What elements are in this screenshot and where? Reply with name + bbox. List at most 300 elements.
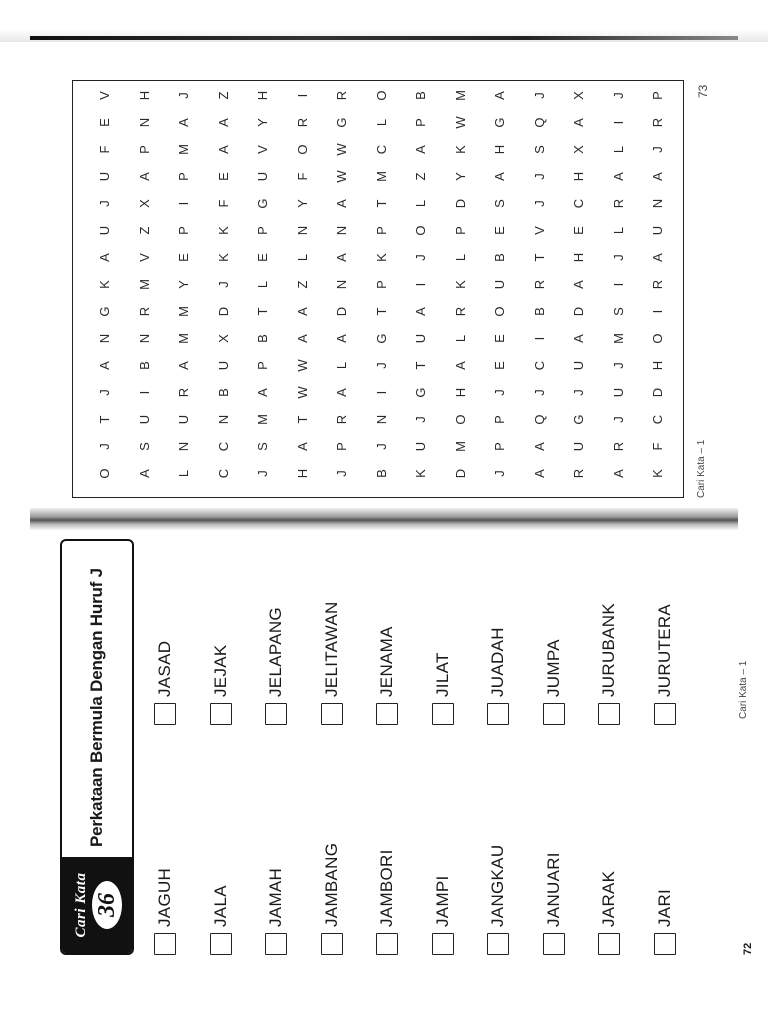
grid-letter: U	[215, 360, 231, 371]
grid-letter: M	[136, 279, 152, 290]
grid-letter: N	[373, 414, 389, 425]
grid-letter: A	[492, 172, 507, 181]
grid-letter: M	[373, 171, 389, 182]
word-label: JAMBORI	[377, 849, 396, 927]
grid-letter: K	[452, 280, 468, 289]
grid-letter: J	[97, 389, 112, 396]
word-checkbox[interactable]	[154, 703, 176, 725]
word-list-item	[539, 639, 569, 725]
grid-letter: M	[176, 144, 191, 155]
grid-letter: N	[136, 117, 152, 128]
letter-grid-page	[72, 78, 710, 498]
word-list-item	[261, 607, 291, 725]
grid-letter: A	[136, 172, 152, 181]
grid-letter: R	[136, 306, 152, 317]
word-list-item	[594, 871, 624, 955]
grid-letter: P	[452, 226, 468, 235]
grid-letter: T	[531, 253, 547, 262]
word-list-item	[261, 868, 291, 955]
word-list-item	[206, 644, 236, 725]
grid-letter: N	[334, 279, 349, 290]
grid-letter: A	[650, 253, 665, 262]
grid-letter: I	[176, 201, 191, 206]
grid-letter: E	[97, 118, 112, 127]
grid-letter: K	[215, 226, 231, 235]
grid-letter: U	[571, 360, 586, 371]
grid-letter: K	[215, 253, 231, 262]
grid-row	[439, 82, 483, 487]
grid-letter: R	[650, 279, 665, 290]
grid-letter: J	[373, 362, 389, 369]
grid-letter: B	[492, 253, 507, 262]
grid-letter: G	[255, 198, 270, 209]
grid-letter: M	[452, 90, 468, 101]
word-checkbox[interactable]	[487, 933, 509, 955]
grid-letter: U	[97, 171, 112, 182]
grid-letter: P	[176, 172, 191, 181]
grid-row	[162, 82, 206, 487]
word-list-item	[317, 843, 347, 955]
grid-letter: V	[136, 253, 152, 262]
grid-letter: L	[610, 226, 626, 235]
grid-letter: J	[97, 200, 112, 207]
grid-letter: B	[413, 91, 428, 100]
grid-letter: N	[136, 333, 152, 344]
grid-letter: B	[215, 388, 231, 397]
grid-letter: A	[334, 253, 349, 262]
grid-letter: T	[294, 415, 310, 424]
word-list-item	[150, 641, 180, 725]
word-checkbox[interactable]	[154, 933, 176, 955]
word-checkbox[interactable]	[321, 703, 343, 725]
grid-letter: J	[610, 416, 626, 423]
grid-letter: R	[531, 279, 547, 290]
word-label: JARI	[654, 888, 674, 927]
grid-letter: B	[531, 307, 547, 316]
grid-letter: E	[215, 172, 231, 181]
grid-letter: J	[610, 362, 626, 369]
word-checkbox[interactable]	[654, 933, 676, 955]
grid-letter: D	[650, 387, 665, 398]
word-list-item	[428, 875, 458, 955]
grid-letter: A	[176, 361, 191, 370]
grid-letter: Z	[294, 280, 310, 289]
grid-letter: J	[492, 470, 507, 477]
grid-letter: A	[452, 361, 468, 370]
grid-letter: E	[492, 361, 507, 370]
word-checkbox[interactable]	[432, 703, 454, 725]
grid-letter: W	[334, 143, 349, 156]
grid-letter: V	[531, 226, 547, 235]
grid-letter: J	[97, 443, 112, 450]
grid-letter: P	[136, 145, 152, 154]
grid-letter: T	[97, 415, 112, 424]
grid-letter: D	[215, 306, 231, 317]
word-label: JELITAWAN	[321, 601, 341, 697]
word-label: JENAMA	[377, 626, 396, 697]
grid-letter: O	[413, 225, 428, 236]
grid-letter: R	[334, 90, 349, 101]
grid-letter: J	[492, 389, 507, 396]
grid-letter: C	[531, 360, 547, 371]
title-banner	[60, 539, 134, 955]
word-checkbox[interactable]	[487, 703, 509, 725]
grid-letter: Y	[255, 118, 270, 127]
grid-letter: S	[255, 442, 270, 451]
word-label: JILAT	[432, 652, 452, 697]
grid-letter: A	[176, 118, 191, 127]
grid-letter: G	[373, 333, 389, 344]
grid-letter: R	[176, 387, 191, 398]
word-label: JAMAH	[266, 867, 285, 927]
word-checkbox[interactable]	[265, 703, 287, 725]
grid-letter: X	[571, 91, 586, 100]
grid-letter: L	[255, 280, 270, 289]
grid-letter: N	[334, 225, 349, 236]
word-label: JAGUH	[155, 867, 174, 927]
word-checkbox[interactable]	[543, 703, 565, 725]
grid-letter: A	[610, 172, 626, 181]
grid-letter: U	[255, 171, 270, 182]
word-label: JARAK	[599, 870, 618, 927]
grid-letter: U	[136, 414, 152, 425]
grid-letter: J	[176, 92, 191, 99]
grid-letter: P	[492, 442, 507, 451]
grid-letter: O	[650, 333, 665, 344]
grid-letter: I	[650, 309, 665, 314]
grid-letter: D	[452, 198, 468, 209]
grid-letter: A	[610, 469, 626, 478]
left-page-caption: Cari Kata – 1	[738, 660, 749, 719]
grid-letter: T	[373, 307, 389, 316]
grid-letter: L	[610, 145, 626, 154]
word-list-item	[206, 885, 236, 955]
grid-letter: E	[492, 334, 507, 343]
grid-letter: W	[294, 359, 310, 372]
grid-letter: A	[215, 145, 231, 154]
grid-letter: R	[610, 441, 626, 452]
grid-letter: I	[413, 282, 428, 287]
badge-number: 36	[92, 881, 122, 929]
grid-letter: K	[452, 145, 468, 154]
grid-letter: U	[650, 225, 665, 236]
grid-letter: A	[97, 253, 112, 262]
grid-letter: I	[610, 120, 626, 125]
grid-letter: S	[492, 199, 507, 208]
word-list-item	[539, 852, 569, 955]
grid-row	[123, 82, 167, 487]
grid-letter: B	[255, 334, 270, 343]
grid-letter: A	[650, 172, 665, 181]
grid-row	[518, 82, 562, 487]
grid-letter: L	[413, 199, 428, 208]
grid-letter: W	[452, 116, 468, 129]
word-checkbox[interactable]	[598, 933, 620, 955]
grid-letter: Y	[452, 172, 468, 181]
grid-letter: J	[531, 173, 547, 180]
grid-letter: N	[294, 225, 310, 236]
word-label: JANUARI	[543, 852, 563, 927]
grid-letter: Z	[413, 172, 428, 181]
word-checkbox[interactable]	[265, 933, 287, 955]
grid-letter: I	[610, 282, 626, 287]
grid-letter: X	[215, 334, 231, 343]
grid-letter: R	[452, 306, 468, 317]
grid-letter: W	[294, 386, 310, 399]
grid-letter: M	[176, 333, 191, 344]
grid-letter: S	[136, 442, 152, 451]
grid-letter: O	[452, 414, 468, 425]
page-top-edge	[0, 0, 768, 42]
grid-letter: M	[452, 441, 468, 452]
grid-letter: N	[176, 441, 191, 452]
grid-letter: C	[215, 468, 231, 479]
grid-letter: L	[334, 361, 349, 370]
grid-letter: U	[97, 225, 112, 236]
book-spine	[30, 508, 738, 530]
grid-letter: A	[97, 361, 112, 370]
grid-letter: P	[255, 361, 270, 370]
grid-letter: F	[97, 145, 112, 154]
word-list-item	[483, 627, 513, 725]
grid-letter: A	[413, 145, 428, 154]
grid-row	[241, 82, 285, 487]
right-page-number: 73	[696, 84, 710, 98]
grid-letter: M	[610, 333, 626, 344]
grid-letter: P	[413, 118, 428, 127]
grid-letter: H	[255, 90, 270, 101]
grid-letter: N	[650, 198, 665, 209]
grid-letter: J	[373, 443, 389, 450]
word-list-item	[650, 889, 680, 955]
grid-letter: E	[492, 226, 507, 235]
grid-letter: P	[176, 226, 191, 235]
grid-letter: R	[610, 198, 626, 209]
grid-letter: H	[492, 144, 507, 155]
grid-letter: J	[610, 254, 626, 261]
grid-letter: A	[334, 334, 349, 343]
word-checkbox[interactable]	[376, 933, 398, 955]
grid-letter: T	[255, 307, 270, 316]
grid-letter: P	[492, 415, 507, 424]
grid-letter: B	[136, 361, 152, 370]
grid-letter: A	[215, 118, 231, 127]
grid-letter: J	[334, 470, 349, 477]
grid-letter: P	[373, 226, 389, 235]
word-checkbox[interactable]	[376, 703, 398, 725]
grid-letter: A	[294, 334, 310, 343]
grid-letter: K	[650, 469, 665, 478]
word-checkbox[interactable]	[654, 703, 676, 725]
word-list-item	[594, 603, 624, 725]
grid-letter: G	[571, 414, 586, 425]
grid-letter: Q	[531, 117, 547, 128]
grid-letter: F	[294, 172, 310, 181]
word-checkbox[interactable]	[432, 933, 454, 955]
grid-letter: H	[136, 90, 152, 101]
grid-letter: Z	[215, 91, 231, 100]
grid-letter: C	[373, 144, 389, 155]
grid-letter: S	[610, 307, 626, 316]
word-list-item	[372, 626, 402, 725]
grid-letter: P	[650, 91, 665, 100]
grid-letter: R	[334, 414, 349, 425]
right-page-caption: Cari Kata – 1	[696, 439, 707, 498]
grid-letter: O	[373, 90, 389, 101]
grid-letter: V	[97, 91, 112, 100]
grid-letter: H	[452, 387, 468, 398]
word-label: JAMBANG	[321, 842, 341, 927]
grid-letter: C	[650, 414, 665, 425]
grid-letter: E	[176, 253, 191, 262]
grid-letter: A	[531, 469, 547, 478]
grid-letter: K	[373, 253, 389, 262]
grid-letter: U	[413, 441, 428, 452]
grid-letter: N	[215, 414, 231, 425]
grid-letter: D	[334, 306, 349, 317]
grid-letter: J	[610, 92, 626, 99]
grid-letter: X	[571, 145, 586, 154]
grid-letter: A	[571, 334, 586, 343]
grid-letter: N	[97, 333, 112, 344]
grid-letter: F	[650, 442, 665, 451]
grid-letter: L	[373, 118, 389, 127]
grid-letter: T	[413, 361, 428, 370]
grid-row	[83, 82, 127, 487]
grid-letter: E	[571, 226, 586, 235]
grid-letter: D	[571, 306, 586, 317]
cari-kata-badge	[62, 857, 132, 953]
grid-letter: K	[97, 280, 112, 289]
word-list-item	[650, 604, 680, 725]
grid-letter: M	[176, 306, 191, 317]
grid-letter: P	[255, 226, 270, 235]
grid-letter: D	[452, 468, 468, 479]
grid-letter: R	[294, 117, 310, 128]
grid-letter: H	[650, 360, 665, 371]
grid-letter: A	[413, 307, 428, 316]
grid-letter: Q	[531, 414, 547, 425]
grid-letter: P	[373, 280, 389, 289]
grid-letter: U	[571, 441, 586, 452]
grid-letter: J	[571, 389, 586, 396]
grid-letter: V	[255, 145, 270, 154]
grid-letter: G	[413, 387, 428, 398]
grid-row	[478, 82, 522, 487]
grid-letter: K	[413, 469, 428, 478]
word-checkbox[interactable]	[321, 933, 343, 955]
word-list-item	[428, 652, 458, 725]
grid-letter: J	[215, 281, 231, 288]
grid-row	[320, 82, 364, 487]
grid-letter: I	[294, 93, 310, 98]
grid-letter: G	[97, 306, 112, 317]
grid-row	[360, 82, 404, 487]
grid-letter: G	[492, 117, 507, 128]
grid-letter: J	[531, 200, 547, 207]
grid-row	[597, 82, 641, 487]
grid-letter: J	[255, 470, 270, 477]
grid-letter: J	[531, 92, 547, 99]
grid-letter: H	[571, 171, 586, 182]
word-label: JURUTERA	[654, 603, 674, 697]
word-label: JURUBANK	[599, 602, 618, 697]
word-list-item	[317, 601, 347, 725]
grid-letter: C	[571, 198, 586, 209]
grid-letter: A	[294, 307, 310, 316]
badge-label: Cari Kata	[72, 872, 89, 938]
word-label: JUADAH	[488, 627, 507, 697]
word-checkbox[interactable]	[210, 703, 232, 725]
word-label: JELAPANG	[266, 607, 285, 697]
grid-letter: J	[413, 416, 428, 423]
grid-letter: O	[97, 468, 112, 479]
word-checkbox[interactable]	[543, 933, 565, 955]
grid-letter: H	[294, 468, 310, 479]
grid-letter: H	[571, 252, 586, 263]
grid-letter: S	[531, 145, 547, 154]
grid-letter: R	[571, 468, 586, 479]
grid-letter: J	[413, 254, 428, 261]
word-checkbox[interactable]	[210, 933, 232, 955]
grid-letter: L	[294, 253, 310, 262]
grid-letter: Y	[294, 199, 310, 208]
grid-letter: W	[334, 170, 349, 183]
grid-letter: J	[531, 389, 547, 396]
grid-letter: A	[492, 91, 507, 100]
grid-row	[281, 82, 325, 487]
grid-letter: A	[531, 442, 547, 451]
grid-letter: A	[571, 118, 586, 127]
word-list-item	[483, 845, 513, 955]
word-checkbox[interactable]	[598, 703, 620, 725]
grid-row	[557, 82, 601, 487]
grid-letter: L	[452, 253, 468, 262]
grid-letter: X	[136, 199, 152, 208]
grid-letter: A	[334, 199, 349, 208]
page-title: Perkataan Bermula Dengan Huruf J	[87, 568, 106, 847]
word-label: JASAD	[155, 640, 174, 697]
grid-letter: O	[294, 144, 310, 155]
grid-letter: L	[452, 334, 468, 343]
word-label: JANGKAU	[488, 844, 507, 927]
word-label: JEJAK	[210, 644, 230, 697]
grid-letter: U	[413, 333, 428, 344]
grid-letter: E	[255, 253, 270, 262]
grid-letter: I	[373, 390, 389, 395]
word-list-page	[60, 535, 768, 955]
grid-letter: A	[294, 442, 310, 451]
grid-row	[636, 82, 680, 487]
grid-letter: F	[215, 199, 231, 208]
grid-letter: A	[136, 469, 152, 478]
grid-letter: A	[255, 388, 270, 397]
grid-letter: T	[373, 199, 389, 208]
grid-row	[202, 82, 246, 487]
grid-letter: C	[215, 441, 231, 452]
grid-letter: B	[373, 469, 389, 478]
grid-row	[399, 82, 443, 487]
grid-letter: R	[650, 117, 665, 128]
grid-letter: I	[136, 390, 152, 395]
grid-letter: U	[492, 279, 507, 290]
word-label: JAMPI	[432, 875, 452, 927]
grid-letter: G	[334, 117, 349, 128]
grid-letter: I	[531, 336, 547, 341]
grid-letter: P	[334, 442, 349, 451]
grid-letter: U	[610, 387, 626, 398]
word-label: JALA	[210, 885, 230, 927]
